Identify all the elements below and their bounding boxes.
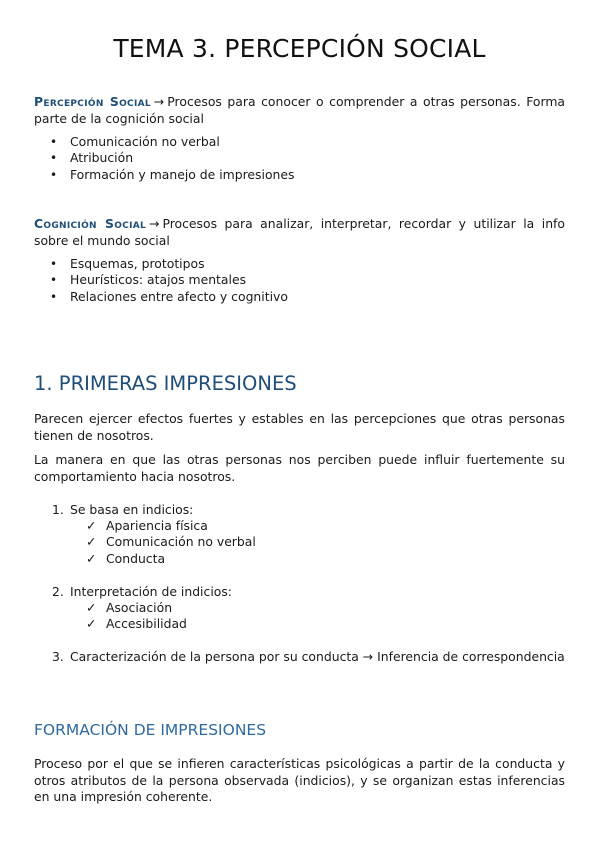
list-item-text: Formación y manejo de impresiones <box>70 166 295 182</box>
check-item-text: Apariencia física <box>106 518 208 533</box>
check-item <box>86 551 256 567</box>
list-item <box>34 150 294 166</box>
check-item-text: Accesibilidad <box>106 616 187 632</box>
item-text: Se basa en indicios: <box>70 502 194 517</box>
checkmark-icon: ✓ <box>86 550 97 566</box>
page-title: TEMA 3. PERCEPCIÓN SOCIAL <box>113 34 486 63</box>
list-item-text: Atribución <box>70 150 134 166</box>
percepcion-text: Procesos para conocer o comprender a otras personas. Forma parte de la cognición social <box>34 94 565 126</box>
cognicion-list <box>34 256 288 305</box>
list-item-text: Esquemas, prototipos <box>70 256 205 271</box>
percepcion-list <box>34 134 294 183</box>
list-item <box>34 134 294 150</box>
checkmark-icon: ✓ <box>86 616 97 632</box>
list-item <box>34 167 294 183</box>
bullet-icon: • <box>50 167 58 182</box>
check-item <box>86 600 187 616</box>
check-list-1 <box>86 518 256 567</box>
bullet-icon: • <box>50 289 58 304</box>
section-heading-formacion-impresiones: FORMACIÓN DE IMPRESIONES <box>34 721 267 739</box>
bullet-icon: • <box>50 273 58 288</box>
item-number: 3. <box>52 649 64 664</box>
list-item-text: Relaciones entre afecto y cognitivo <box>70 288 288 304</box>
section1-paragraph-2: La manera en que las otras personas nos perciben puede influir fuertemente su comportamiento hacia nosotros. <box>34 452 565 484</box>
item-number: 1. <box>52 502 64 517</box>
list-item-text: Heurísticos: atajos mentales <box>70 272 247 288</box>
list-item <box>34 272 288 288</box>
arrow-icon: → <box>149 216 160 231</box>
bullet-icon: • <box>50 257 58 271</box>
percepcion-definition <box>34 94 565 127</box>
checkmark-icon: ✓ <box>86 600 97 615</box>
section1-paragraph-1: Parecen ejercer efectos fuertes y estables en las percepciones que otras personas tienen de nosotros. <box>34 411 565 443</box>
list-item <box>34 256 288 272</box>
check-item-text: Asociación <box>106 600 173 615</box>
cognicion-term: Cognición Social <box>34 216 147 231</box>
percepcion-term: Percepción Social <box>34 94 151 109</box>
cognicion-text: Procesos para analizar, interpretar, recordar y utilizar la info sobre el mundo social <box>34 216 565 248</box>
item-text: Caracterización de la persona por su conducta → Inferencia de correspondencia <box>70 649 565 664</box>
check-item <box>86 518 256 534</box>
cognicion-definition <box>34 216 565 249</box>
item-number: 2. <box>52 584 64 599</box>
section2-paragraph: Proceso por el que se infieren características psicológicas a partir de la conducta y otros atributos de la persona observada (indicios), y se organizan estas inferencias en una impresión coherente. <box>34 756 565 804</box>
section-heading-primeras-impresiones: 1. PRIMERAS IMPRESIONES <box>34 372 297 395</box>
check-item <box>86 616 187 632</box>
arrow-icon: → <box>153 94 165 109</box>
bullet-icon: • <box>50 151 58 166</box>
list-item-text: Comunicación no verbal <box>70 134 220 149</box>
list-item <box>34 289 288 305</box>
checkmark-icon: ✓ <box>86 534 97 550</box>
item-text: Interpretación de indicios: <box>70 584 232 599</box>
check-item-text: Conducta <box>106 550 166 566</box>
check-item-text: Comunicación no verbal <box>106 534 256 550</box>
checkmark-icon: ✓ <box>86 518 97 533</box>
bullet-icon: • <box>50 135 58 149</box>
check-item <box>86 534 256 550</box>
check-list-2 <box>86 600 187 633</box>
